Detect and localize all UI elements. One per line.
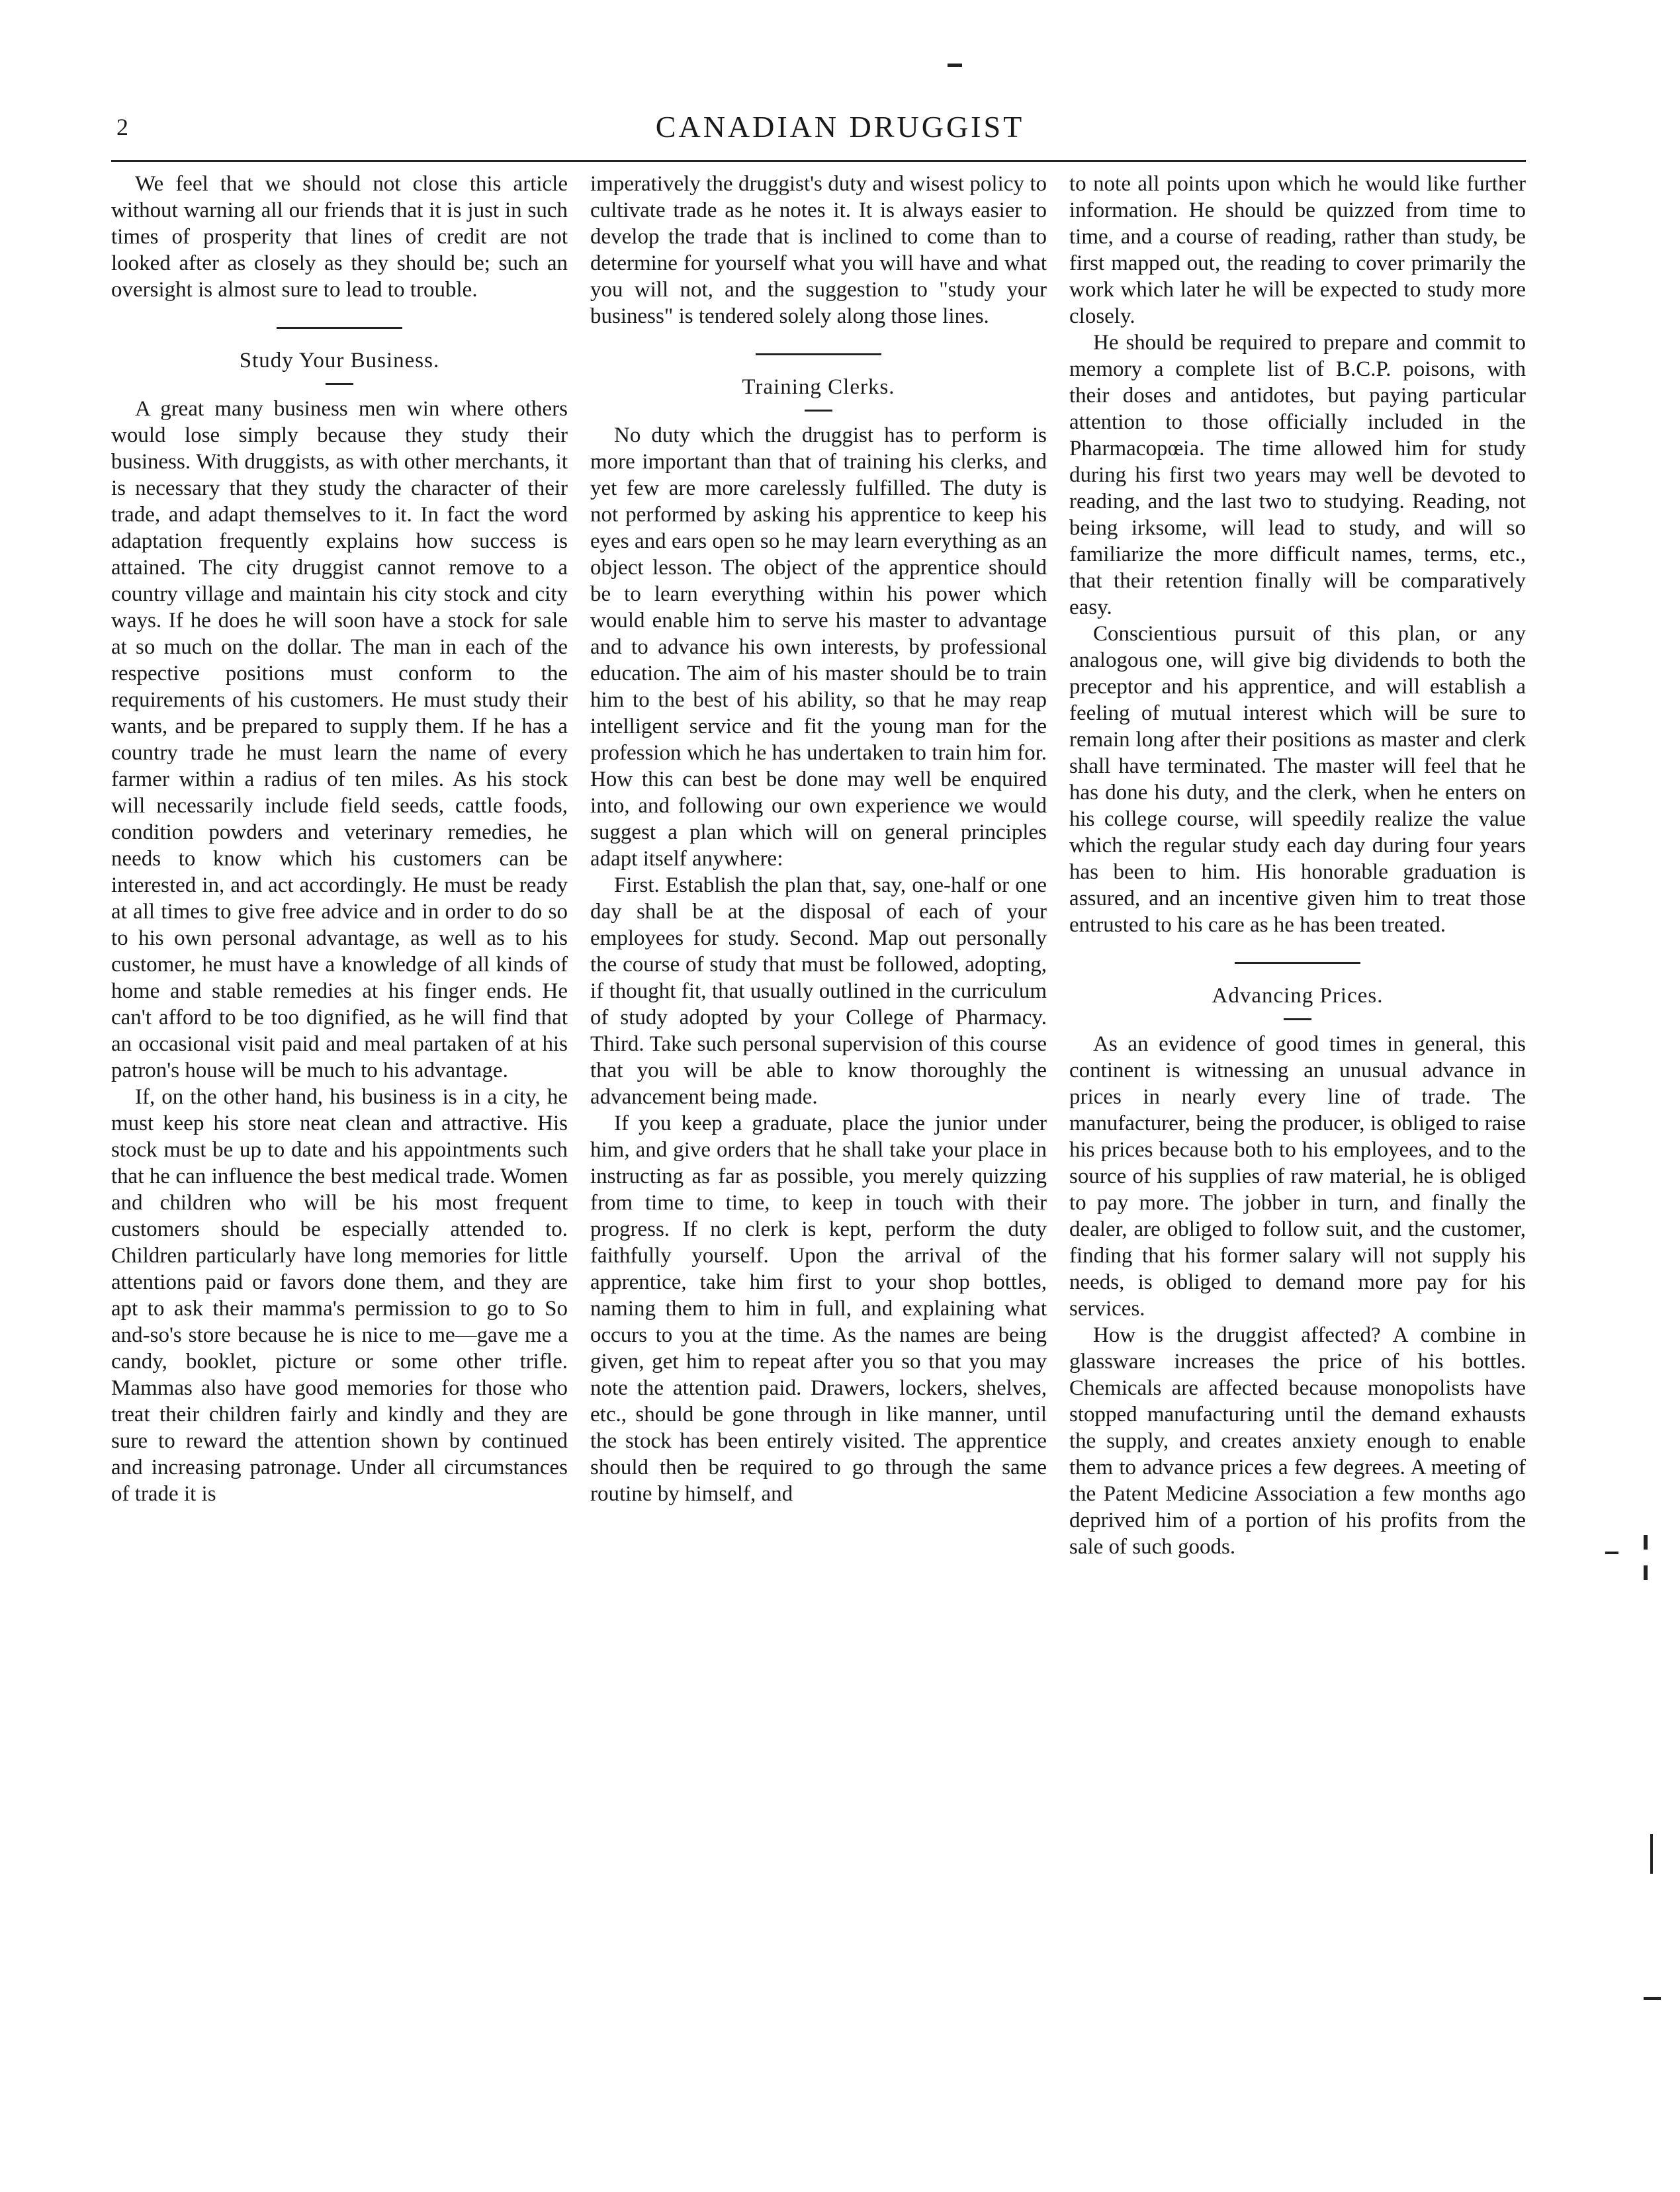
paragraph: First. Establish the plan that, say, one-half or one day shall be at the disposal of each of your employees for study. Second. Map out personally the course of study that must be followed, adopting, if thought fit, that usually outlined in the curriculum of study adopted by your College of Pharmacy. Third. Take such personal supervision of this course that you will be able to know thoroughly the advancement being made.: [590, 873, 1047, 1109]
paragraph: He should be required to prepare and commit to memory a complete list of B.C.P. poisons, with their doses and antidotes, but paying particular attention to those officially included in the Pharmacopœia. The time allowed him for study during his first two years may well be devoted to reading, and the last two to studying. Reading, not being irksome, will lead to study, and will so familiarize the more difficult names, terms, etc., that their retention finally will be comparatively easy.: [1069, 331, 1526, 619]
column-2: [590, 171, 1047, 2109]
running-title: CANADIAN DRUGGIST: [655, 110, 1025, 144]
scan-mark: [948, 64, 962, 67]
paragraph: As an evidence of good times in general, this continent is witnessing an unusual advance in prices in nearly every line of trade. The manufacturer, being the producer, is obliged to raise his prices because both to his employees, and to the source of his supplies of raw material, he is obliged to pay more. The jobber in turn, and finally the dealer, are obliged to follow suit, and the customer, finding that his former salary will not supply his needs, is obliged to demand more pay for his services.: [1069, 1032, 1526, 1321]
section-title-dash: [326, 383, 353, 385]
paragraph: Conscientious pursuit of this plan, or any analogous one, will give big dividends to both the preceptor and his apprentice, and will establish a feeling of mutual interest which will be sure to remain long after their positions as master and clerk shall have terminated. The master will feel that he has done his duty, and the clerk, when he enters on his college course, will speedily realize the value which the regular study each day during four years has been to him. His honorable graduation is assured, and an incentive given him to treat those entrusted to his care as he has been treated.: [1069, 622, 1526, 937]
section-title-study-your-business: Study Your Business.: [239, 349, 440, 373]
paragraph: to note all points upon which he would like further information. He should be quizzed from time to time, and a course of reading, rather than study, be first mapped out, the reading to cover primarily the work which later he will be expected to study more closely.: [1069, 172, 1526, 328]
scan-mark: [1644, 1565, 1648, 1580]
section-title-training-clerks: Training Clerks.: [742, 375, 895, 399]
column-3: [1069, 171, 1526, 2109]
section-divider: [277, 327, 402, 329]
section-title-advancing-prices: Advancing Prices.: [1212, 984, 1384, 1008]
scan-mark: [1605, 1552, 1618, 1554]
section-title-dash: [805, 410, 832, 412]
paragraph: We feel that we should not close this article without warning all our friends that it is just in such times of prosperity that lines of credit are not looked after as closely as they should be; such an oversight is almost sure to lead to trouble.: [111, 172, 568, 302]
paragraph: A great many business men win where others would lose simply because they study their business. With druggists, as with other merchants, it is necessary that they study the character of their trade, and adapt themselves to it. In fact the word adaptation frequently explains how success is attained. The city druggist cannot remove to a country village and maintain his city stock and city ways. If he does he will soon have a stock for sale at so much on the dollar. The man in each of the respective positions must conform to the requirements of his customers. He must study their wants, and be prepared to supply them. If he has a country trade he must learn the name of every farmer within a radius of ten miles. As his stock will necessarily include field seeds, cattle foods, condition powders and veterinary remedies, he needs to know which his customers can be interested in, and act accordingly. He must be ready at all times to give free advice and in order to do so to his own personal advantage, as well as to his customer, he must have a knowledge of all kinds of home and stable remedies at his finger ends. He can't afford to be too dignified, as he will find that an occasional visit paid and meal partaken of at his patron's house will be much to his advantage.: [111, 397, 568, 1082]
paragraph: How is the druggist affected? A combine in glassware increases the price of his bottles. Chemicals are affected because monopolists have stopped manufacturing until the demand exhausts the supply, and creates anxiety enough to enable them to advance prices a few degrees. A meeting of the Patent Medicine Association a few months ago deprived him of a portion of his profits from the sale of such goods.: [1069, 1323, 1526, 1559]
section-title-dash: [1284, 1018, 1311, 1020]
scan-mark: [1650, 1834, 1653, 1874]
page-number: 2: [116, 114, 128, 140]
section-divider: [1235, 962, 1360, 964]
header-rule: [111, 160, 1526, 162]
paragraph: imperatively the druggist's duty and wisest policy to cultivate trade as he notes it. It is always easier to develop the trade that is inclined to come than to determine for yourself what you will have and what you will not, and the suggestion to "study your business" is tendered solely along those lines.: [590, 172, 1047, 328]
paragraph: If, on the other hand, his business is in a city, he must keep his store neat clean and attractive. His stock must be up to date and his appointments such that he can influence the best medical trade. Women and children who will be his most frequent customers should be especially attended to. Children particularly have long memories for little attentions paid or favors done them, and they are apt to ask their mamma's permission to go to So and-so's store because he is nice to me—gave me a candy, booklet, picture or some other trifle. Mammas also have good memories for those who treat their children fairly and kindly and they are sure to reward the attention shown by continued and increasing patronage. Under all circumstances of trade it is: [111, 1085, 568, 1506]
column-1: [111, 171, 568, 2109]
section-divider: [756, 353, 881, 355]
scan-mark: [1644, 1535, 1648, 1550]
paragraph: If you keep a graduate, place the junior under him, and give orders that he shall take your place in instructing as far as possible, you merely quizzing from time to time, to keep in touch with their progress. If no clerk is kept, perform the duty faithfully yourself. Upon the arrival of the apprentice, take him first to your shop bottles, naming them to him in full, and explaining what occurs to you at the time. As the names are being given, get him to repeat after you so that you may note the attention paid. Drawers, lockers, shelves, etc., should be gone through in like manner, until the stock has been entirely visited. The apprentice should then be required to go through the same routine by himself, and: [590, 1112, 1047, 1506]
scan-mark: [1644, 1997, 1661, 2000]
article-columns: [111, 171, 1526, 2109]
paragraph: No duty which the druggist has to perform is more important than that of training his clerks, and yet few are more carelessly fulfilled. The duty is not performed by asking his apprentice to keep his eyes and ears open so he may learn everything as an object lesson. The object of the apprentice should be to learn everything within his power which would enable him to serve his master to advantage and to advance his own interests, by professional education. The aim of his master should be to train him to the best of his ability, so that he may reap intelligent service and fit the young man for the profession which he has undertaken to train him for. How this can best be done may well be enquired into, and following our own experience we would suggest a plan which will on general principles adapt itself anywhere:: [590, 423, 1047, 871]
